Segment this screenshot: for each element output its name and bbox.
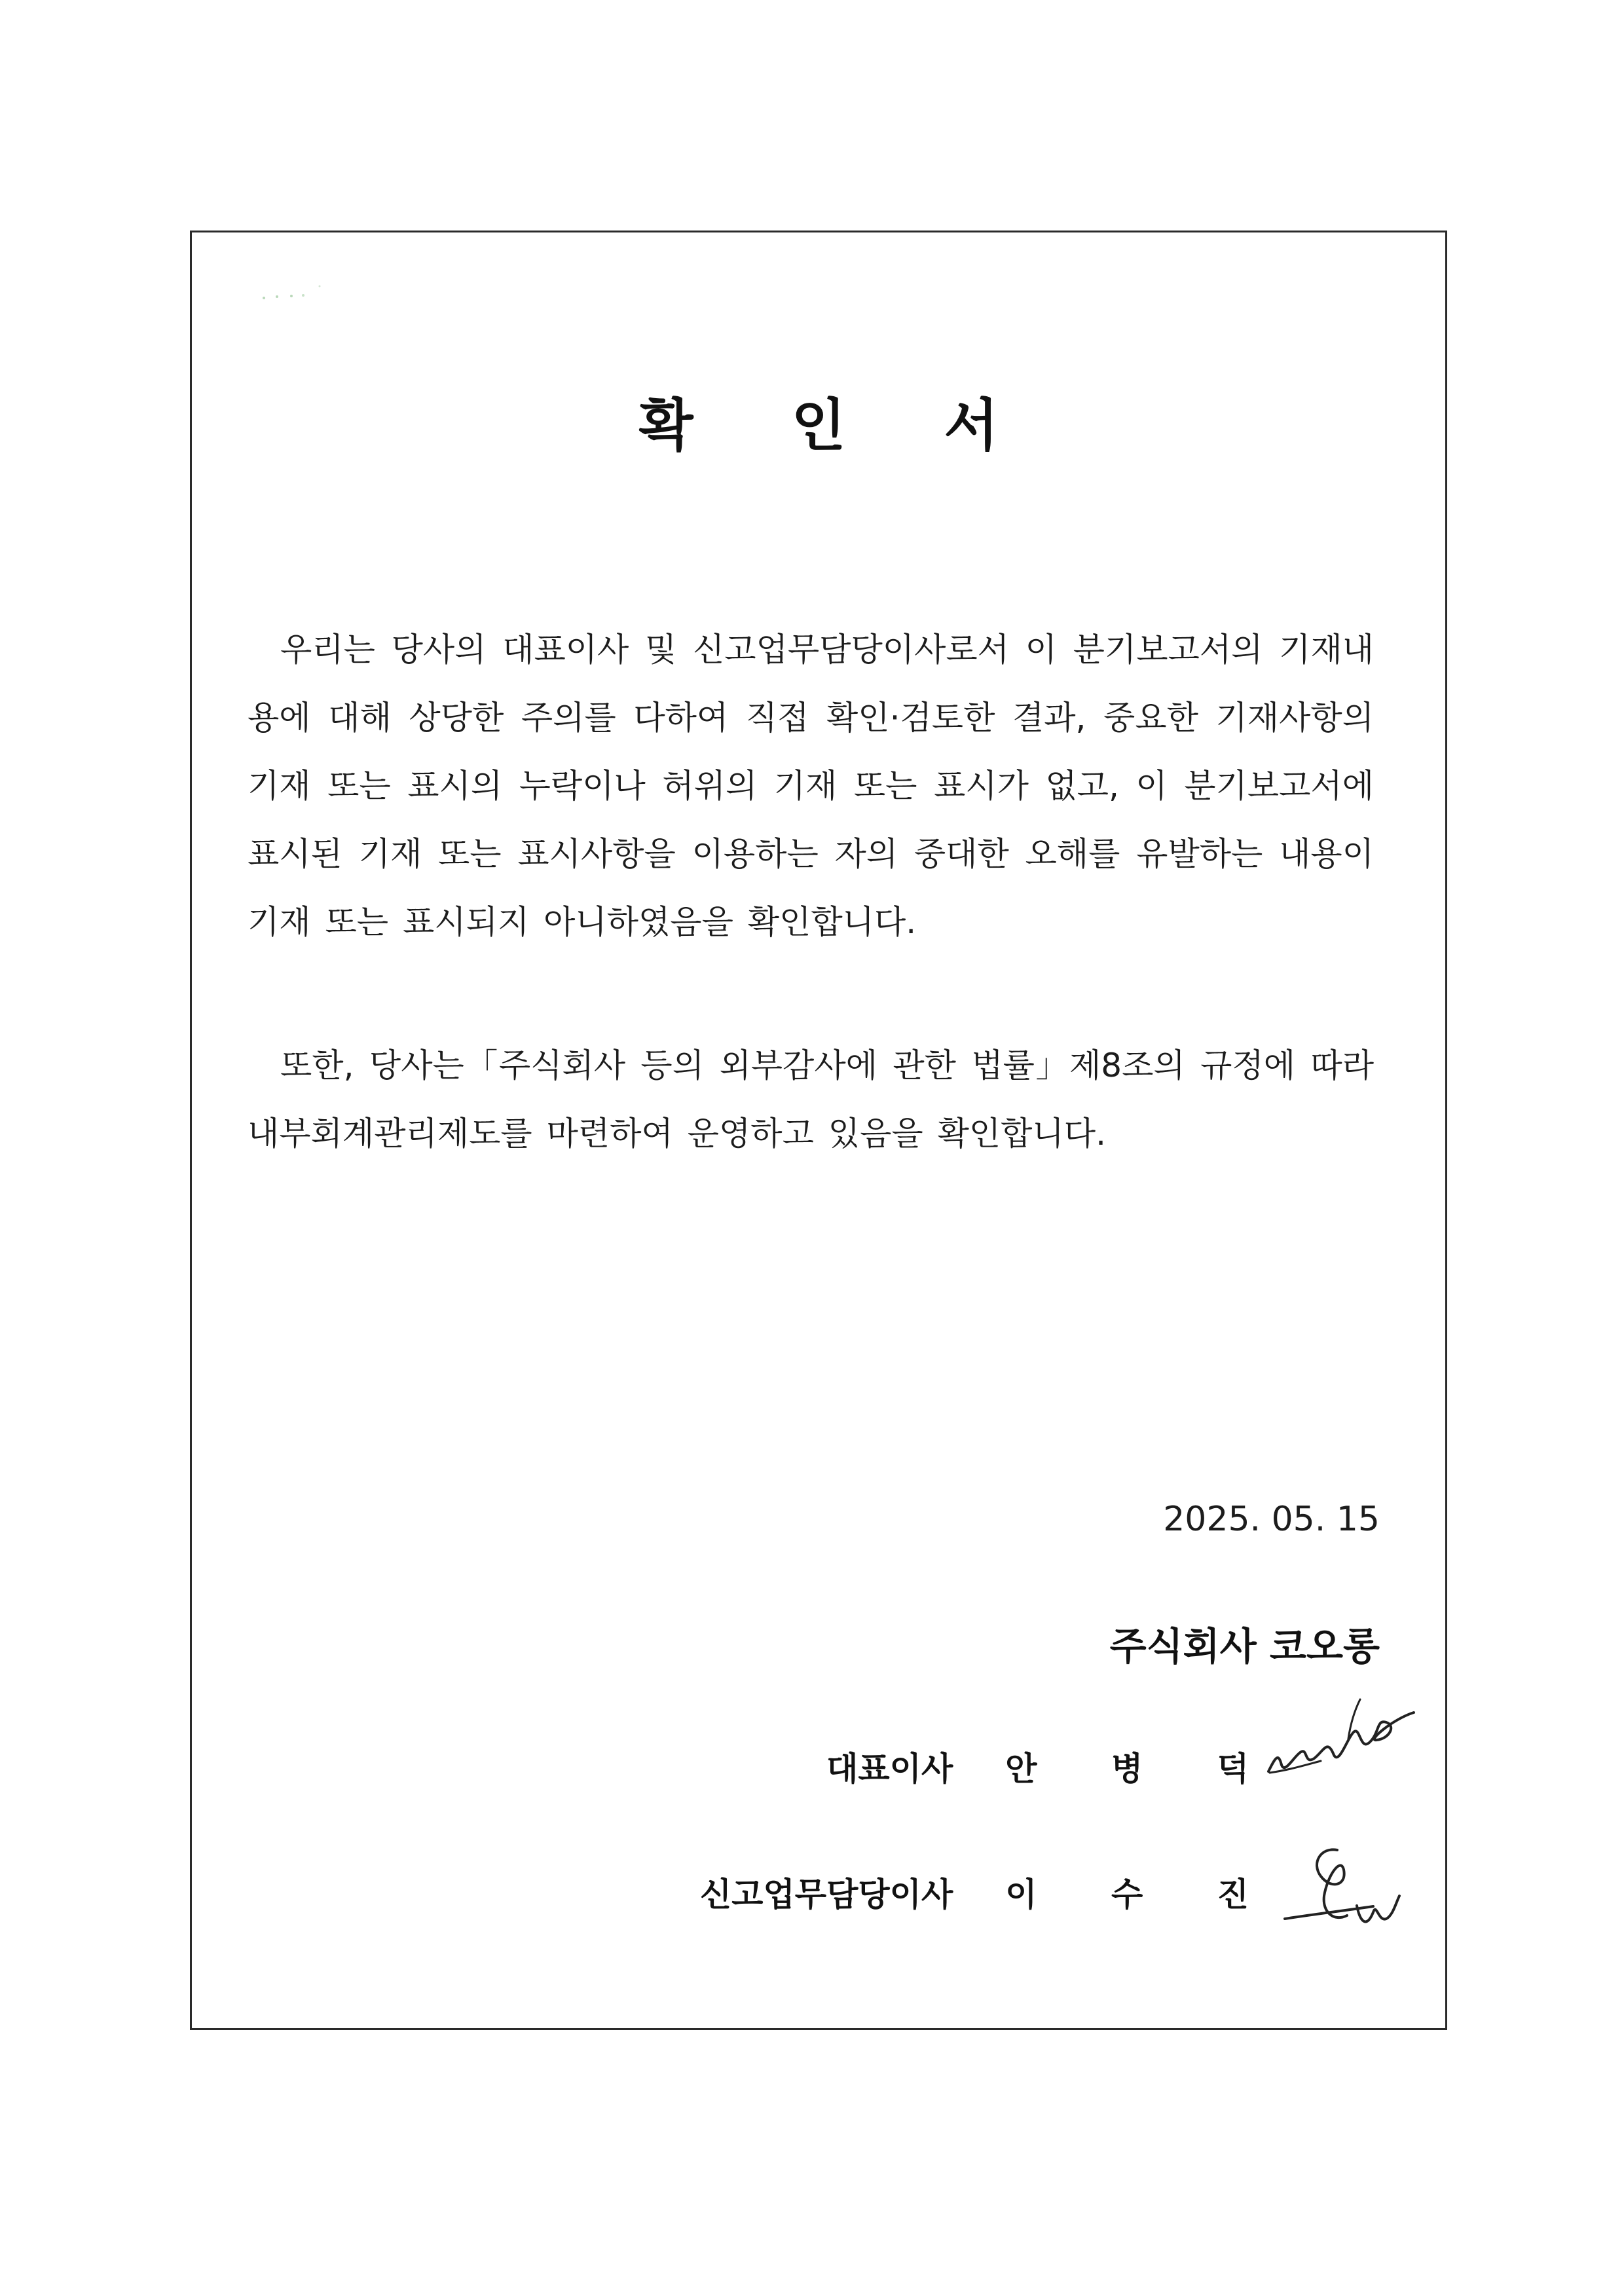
ceo-signature: [1262, 1693, 1419, 1791]
scan-artifact: [257, 278, 336, 305]
signer-row-ceo: [826, 1743, 1280, 1790]
signer-role: 신고업무담당이사: [699, 1876, 953, 1914]
signer-role: 대표이사: [826, 1750, 953, 1788]
document-title: 확 인 서: [638, 393, 1038, 458]
company-name: 주식회사 코오롱: [1109, 1624, 1380, 1669]
internal-control-paragraph: 또한, 당사는「주식회사 등의 외부감사에 관한 법률」제8조의 규정에 따라 내부회계관리제도를 마련하여 운영하고 있음을 확인합니다.: [248, 1046, 1374, 1153]
signer-name: 안 병 덕: [1005, 1750, 1280, 1788]
signer-name: 이 수 진: [1005, 1876, 1280, 1914]
document-date: 2025. 05. 15: [1163, 1500, 1380, 1539]
confirmation-paragraph: 우리는 당사의 대표이사 및 신고업무담당이사로서 이 분기보고서의 기재내용에 대해 상당한 주의를 다하여 직접 확인·검토한 결과, 중요한 기재사항의 기재 또는 표시의 누락이나 허위의 기재 또는 표시가 없고, 이 분기보고서에 표시된 기재 또는 표시사항을 이용하는 자의 중대한 오해를 유발하는 내용이 기재 또는 표시되지 아니하였음을 확인합니다.: [248, 631, 1374, 941]
director-signature: [1275, 1830, 1412, 1942]
signer-row-director: [699, 1868, 1280, 1916]
document-frame: [190, 231, 1447, 2030]
